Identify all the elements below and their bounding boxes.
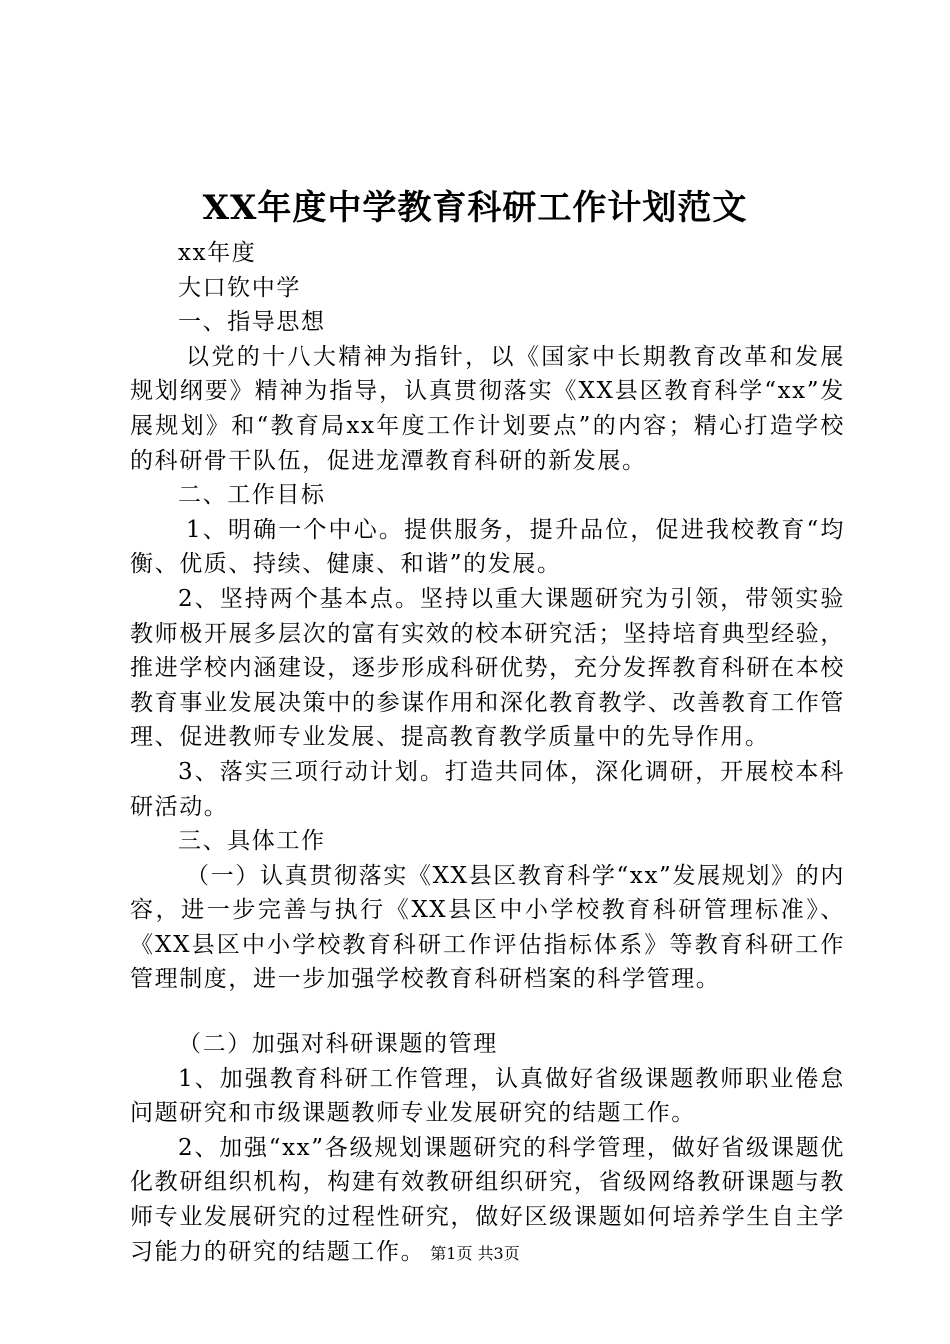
- paragraph-goal-1: 1、明确一个中心。提供服务，提升品位，促进我校教育“均衡、优质、持续、健康、和谐”的发展。: [130, 516, 845, 578]
- section-heading-guiding-thought: 一、指导思想: [178, 309, 326, 336]
- paragraph-work-1: （一）认真贯彻落实《XX县区教育科学“xx”发展规划》的内容，进一步完善与执行《XX县区中小学校教育科研管理标准》、《XX县区中小学校教育科研工作评估指标体系》等教育科研工作管理制度，进一步加强学校教育科研档案的科学管理。: [130, 862, 845, 993]
- paragraph-guiding-thought: 以党的十八大精神为指针，以《国家中长期教育改革和发展规划纲要》精神为指导，认真贯彻落实《XX县区教育科学“xx”发展规划》和“教育局xx年度工作计划要点”的内容；精心打造学校的科研骨干队伍，促进龙潭教育科研的新发展。: [130, 343, 845, 474]
- section-heading-specific-work: 三、具体工作: [178, 828, 326, 855]
- paragraph-goal-2: 2、坚持两个基本点。坚持以重大课题研究为引领，带领实验教师极开展多层次的富有实效的校本研究活；坚持培育典型经验，推进学校内涵建设，逐步形成科研优势，充分发挥教育科研在本校教育事业发展决策中的参谋作用和深化教育教学、改善教育工作管理、促进教师专业发展、提高教育教学质量中的先导作用。: [130, 585, 845, 751]
- page-number-footer: 第1页 共3页: [430, 1244, 520, 1263]
- paragraph-goal-3: 3、落实三项行动计划。打造共同体，深化调研，开展校本科研活动。: [130, 758, 845, 820]
- section-heading-work-goals: 二、工作目标: [178, 482, 326, 509]
- paragraph-topic-1: 1、加强教育科研工作管理，认真做好省级课题教师职业倦怠问题研究和市级课题教师专业发展研究的结题工作。: [130, 1065, 845, 1127]
- document-body: [130, 236, 845, 1269]
- paragraph-topic-2: 2、加强“xx”各级规划课题研究的科学管理，做好省级课题优化教研组织机构，构建有效教研组织研究，省级网络教研课题与教师专业发展研究的过程性研究，做好区级课题如何培养学生自主学习能力的研究的结题工作。: [130, 1134, 845, 1265]
- year-line: xx年度: [178, 240, 257, 266]
- document-title: XX年度中学教育科研工作计划范文: [202, 188, 748, 228]
- subsection-heading-topic-management: （二）加强对科研课题的管理: [178, 1031, 498, 1058]
- school-name: 大口钦中学: [178, 274, 301, 301]
